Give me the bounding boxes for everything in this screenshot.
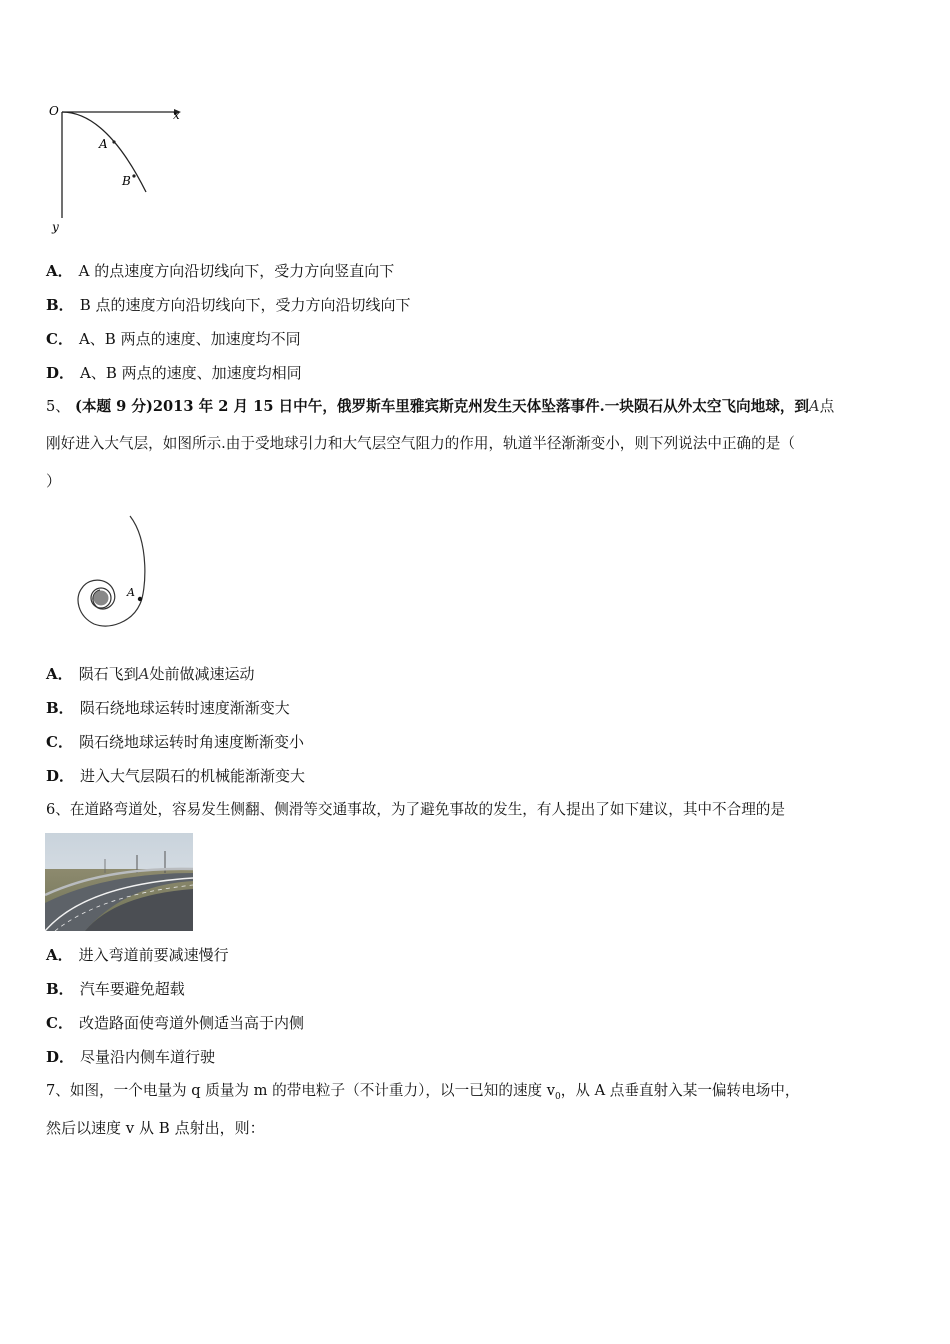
point-a (112, 140, 115, 143)
point-b-label: B (122, 174, 131, 188)
projectile-curve-figure (44, 100, 194, 235)
point-b (132, 174, 135, 177)
q5-stem-line2: 刚好进入大气层，如图所示.由于受地球引力和大气层空气阻力的作用，轨道半径渐渐变小，则下列说法中正确的是（ (46, 435, 795, 452)
q6-option-a: A． 进入弯道前要减速慢行 (46, 946, 229, 964)
q5-option-d: D． 进入大气层陨石的机械能渐渐变大 (46, 767, 306, 785)
q4-option-a: A． A 的点速度方向沿切线向下，受力方向竖直向下 (46, 262, 395, 280)
q6-stem: 6、在道路弯道处，容易发生侧翻、侧滑等交通事故，为了避免事故的发生，有人提出了如下建议，其中不合理的是 (46, 801, 785, 818)
meteorite-spiral-figure (70, 512, 210, 642)
origin-label: O (49, 104, 59, 118)
q6-option-c: C． 改造路面使弯道外侧适当高于内侧 (46, 1014, 304, 1032)
q6-option-b: B． 汽车要避免超载 (46, 980, 185, 998)
meteorite-trajectory (78, 516, 145, 626)
point-a-label: A (99, 137, 108, 151)
earth-icon (94, 591, 109, 606)
y-axis-label: y (52, 220, 59, 234)
q5-option-a: A． 陨石飞到A处前做减速运动 (46, 665, 255, 683)
q4-option-c: C． A、B 两点的速度、加速度均不同 (46, 330, 301, 348)
trajectory-curve (62, 112, 146, 192)
point-a-label: A (127, 586, 135, 599)
q5-option-b: B． 陨石绕地球运转时速度渐渐变大 (46, 699, 290, 717)
x-axis-label: x (173, 108, 180, 122)
q5-stem-line1: 5、 (本题 9 分)2013 年 2 月 15 日中午，俄罗斯车里雅宾斯克州发生天体坠落事件.一块陨石从外太空飞向地球，到A点 (46, 398, 835, 415)
point-a (138, 597, 142, 601)
q7-stem-line2: 然后以速度 v 从 B 点射出，则： (46, 1119, 265, 1137)
q5-option-c: C． 陨石绕地球运转时角速度断渐变小 (46, 733, 304, 751)
q4-option-b: B． B 点的速度方向沿切线向下，受力方向沿切线向下 (46, 296, 411, 314)
q4-option-d: D． A、B 两点的速度、加速度均相同 (46, 364, 302, 382)
q5-stem-line3: ） (46, 472, 62, 490)
q7-stem-line1: 7、如图，一个电量为 q 质量为 m 的带电粒子（不计重力），以一已知的速度 $v_0$，从 A 点垂直射入某一偏转电场中， (46, 1082, 800, 1102)
curved-road-photo (45, 833, 193, 931)
q6-option-d: D． 尽量沿内侧车道行驶 (46, 1048, 216, 1066)
